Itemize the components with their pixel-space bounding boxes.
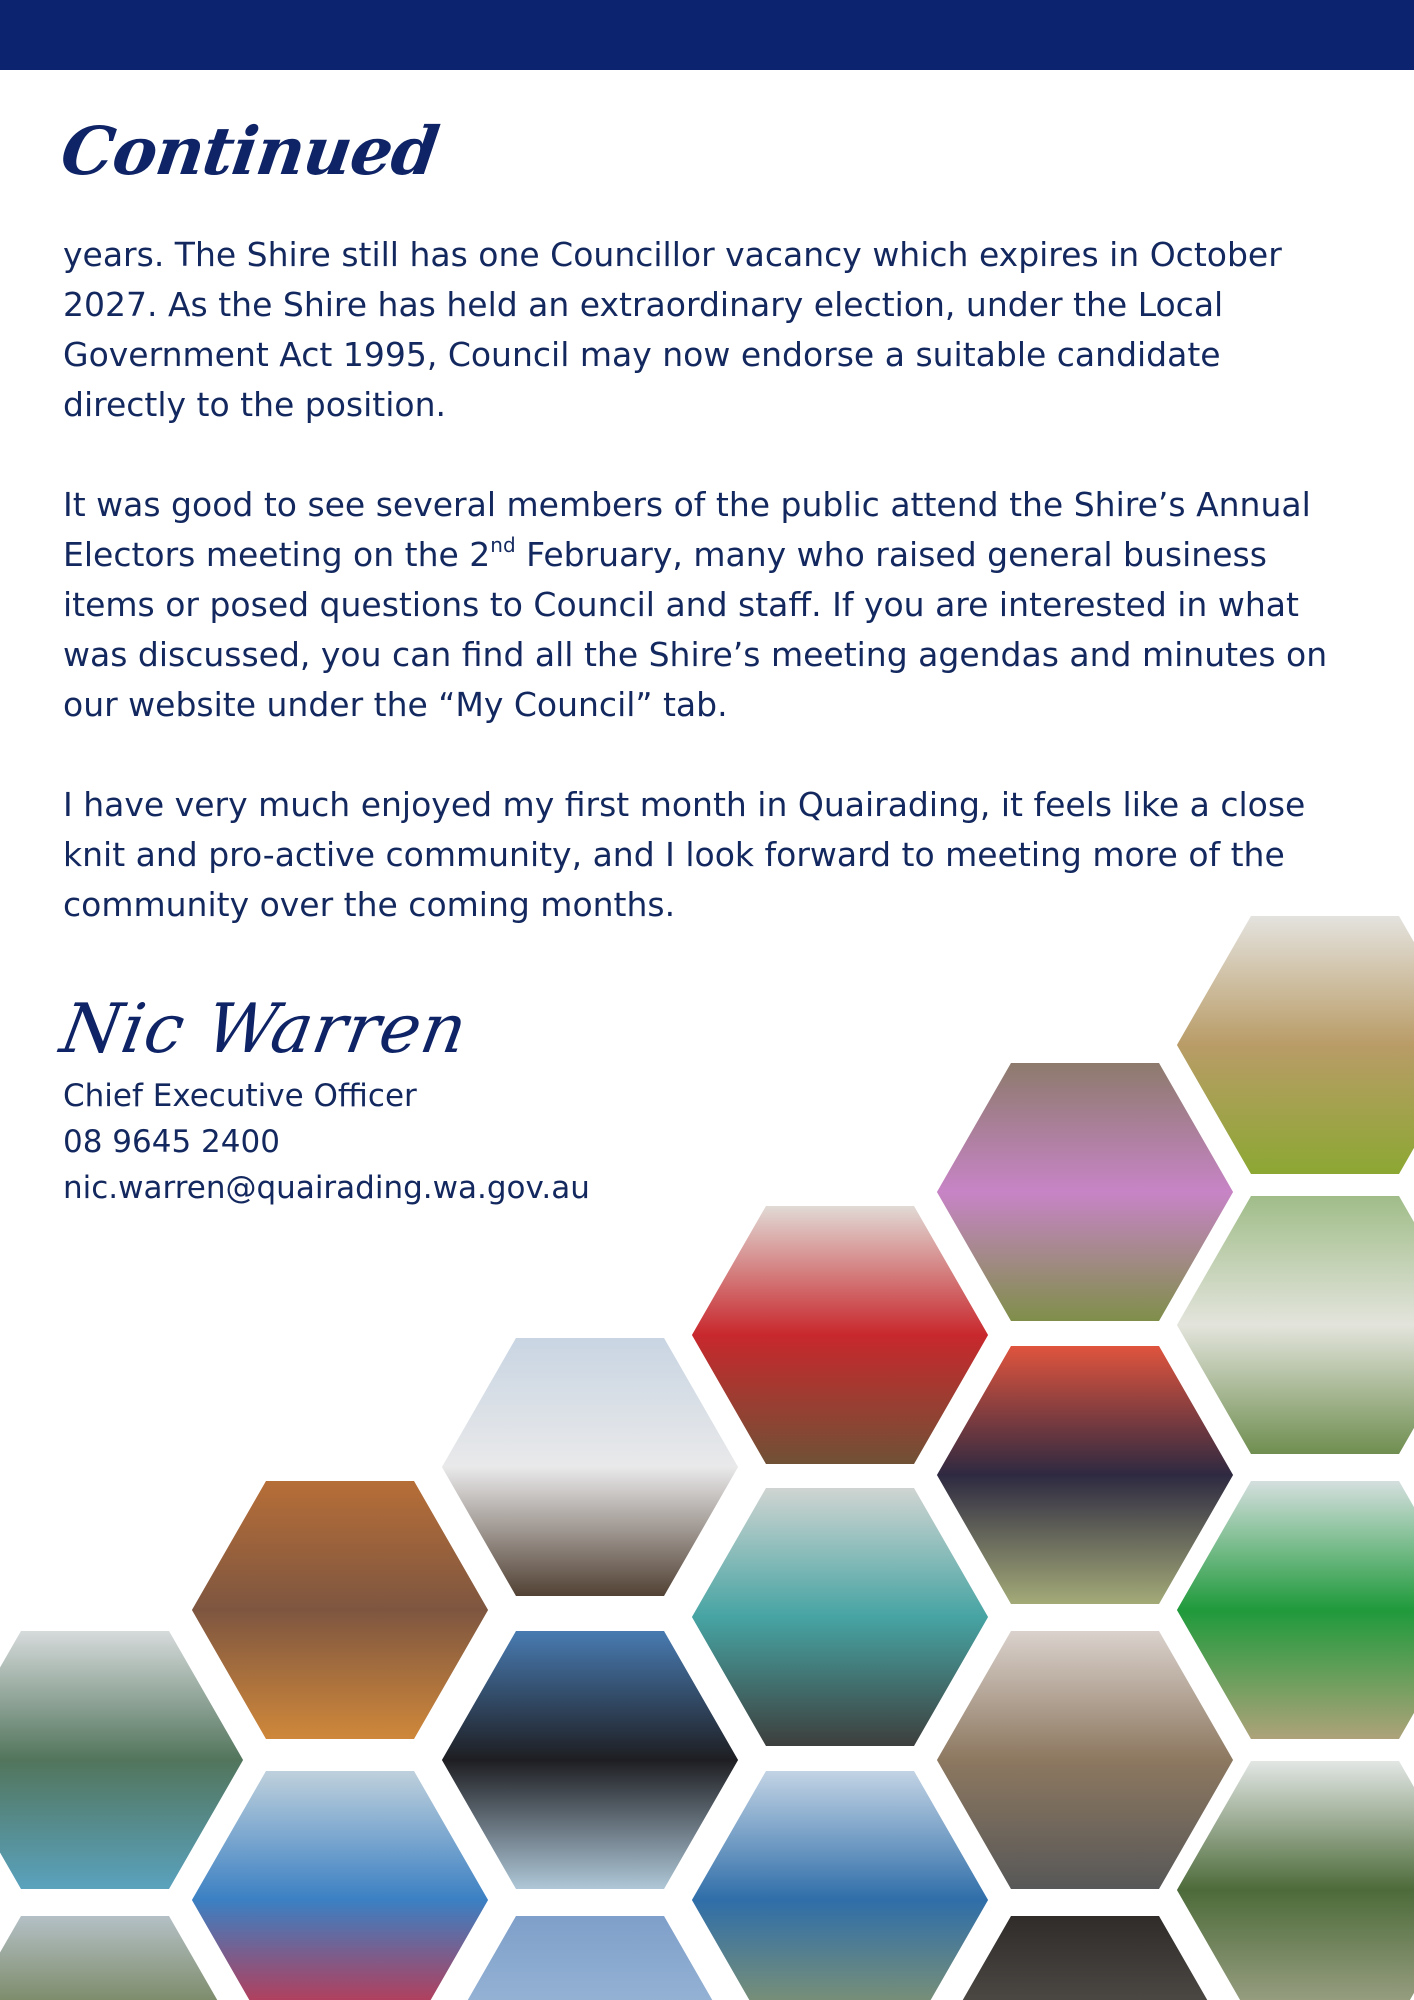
dogs-on-ute-photo	[435, 1332, 745, 1602]
page-heading: Continued	[56, 112, 443, 190]
paragraph-electors-meeting: It was good to see several members of the public attend the Shire’s Annual Electors meeting on the 2nd February, many who raised general business items or posed questions to Council and staff. If you are interested in what was discussed, you can find all the Shire’s meeting agendas and minutes on our website under the “My Council” tab.	[63, 485, 1328, 724]
paragraph-vacancy: years. The Shire still has one Councillor vacancy which expires in October 2027. As the Shire has held an extraordinary election, under the Local Government Act 1995, Council may now endorse a suitable candidate directly to the position.	[63, 235, 1282, 424]
contact-email[interactable]: nic.warren@quairading.wa.gov.au	[63, 1170, 590, 1206]
orange-bush-photo	[185, 1475, 495, 1745]
paragraph-first-month: I have very much enjoyed my first month in Quairading, it feels like a close knit and pro-active community, and I look forward to meeting more of the community over the coming months.	[63, 785, 1306, 924]
contact-role: Chief Executive Officer	[63, 1078, 417, 1114]
contact-phone[interactable]: 08 9645 2400	[63, 1124, 280, 1160]
schoolchildren-goats-photo	[685, 1200, 995, 1470]
tennis-bench-photo	[685, 1482, 995, 1752]
cockatoo-mural-photo	[435, 1625, 745, 1895]
signature: Nic Warren	[55, 990, 474, 1069]
